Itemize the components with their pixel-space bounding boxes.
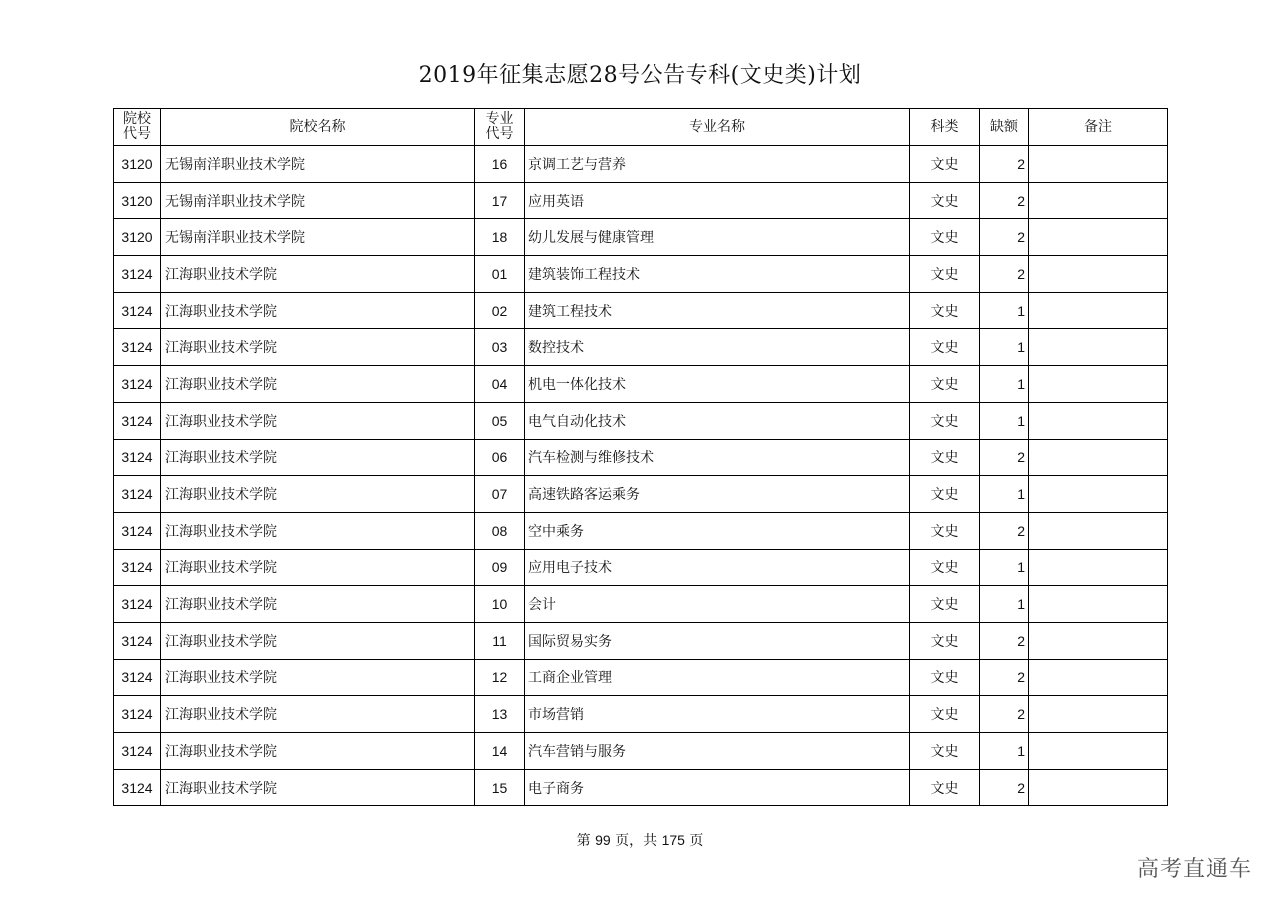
cell-category: 文史 — [910, 329, 980, 366]
cell-school-name: 江海职业技术学院 — [161, 586, 475, 623]
cell-school-code: 3124 — [114, 659, 161, 696]
cell-major-code: 03 — [475, 329, 525, 366]
cell-school-name: 江海职业技术学院 — [161, 476, 475, 513]
cell-category: 文史 — [910, 586, 980, 623]
cell-major-code: 15 — [475, 769, 525, 806]
cell-school-code: 3124 — [114, 366, 161, 403]
cell-quota: 1 — [980, 476, 1029, 513]
header-major-code — [475, 109, 525, 146]
cell-school-name: 江海职业技术学院 — [161, 769, 475, 806]
cell-major-code: 12 — [475, 659, 525, 696]
table-row — [114, 292, 1168, 329]
cell-major-name: 电子商务 — [525, 769, 910, 806]
cell-quota: 1 — [980, 586, 1029, 623]
cell-major-name: 应用英语 — [525, 182, 910, 219]
cell-school-code: 3120 — [114, 146, 161, 183]
header-note: 备注 — [1029, 109, 1168, 146]
cell-note — [1029, 549, 1168, 586]
cell-note — [1029, 733, 1168, 770]
cell-note — [1029, 292, 1168, 329]
table-row — [114, 476, 1168, 513]
cell-school-name: 无锡南洋职业技术学院 — [161, 146, 475, 183]
cell-major-name: 高速铁路客运乘务 — [525, 476, 910, 513]
cell-quota: 2 — [980, 622, 1029, 659]
cell-school-code: 3120 — [114, 182, 161, 219]
cell-major-name: 工商企业管理 — [525, 659, 910, 696]
cell-note — [1029, 696, 1168, 733]
cell-quota: 1 — [980, 366, 1029, 403]
cell-major-name: 建筑工程技术 — [525, 292, 910, 329]
cell-school-code: 3124 — [114, 256, 161, 293]
cell-category: 文史 — [910, 733, 980, 770]
cell-quota: 2 — [980, 219, 1029, 256]
cell-category: 文史 — [910, 439, 980, 476]
cell-school-code: 3124 — [114, 549, 161, 586]
table-row — [114, 219, 1168, 256]
header-quota: 缺额 — [980, 109, 1029, 146]
cell-school-name: 江海职业技术学院 — [161, 366, 475, 403]
cell-quota: 2 — [980, 182, 1029, 219]
cell-note — [1029, 439, 1168, 476]
cell-note — [1029, 182, 1168, 219]
table-row — [114, 366, 1168, 403]
cell-major-code: 07 — [475, 476, 525, 513]
cell-quota: 1 — [980, 402, 1029, 439]
cell-major-name: 京调工艺与营养 — [525, 146, 910, 183]
table-row — [114, 549, 1168, 586]
cell-major-code: 05 — [475, 402, 525, 439]
cell-category: 文史 — [910, 402, 980, 439]
cell-category: 文史 — [910, 256, 980, 293]
cell-school-name: 江海职业技术学院 — [161, 659, 475, 696]
cell-note — [1029, 476, 1168, 513]
table-row — [114, 146, 1168, 183]
cell-school-code: 3124 — [114, 439, 161, 476]
cell-school-code: 3124 — [114, 329, 161, 366]
header-school-code — [114, 109, 161, 146]
header-school-code-label: 院校 代号 — [123, 111, 151, 142]
cell-category: 文史 — [910, 366, 980, 403]
cell-major-name: 幼儿发展与健康管理 — [525, 219, 910, 256]
cell-school-name: 江海职业技术学院 — [161, 329, 475, 366]
cell-school-code: 3124 — [114, 733, 161, 770]
cell-category: 文史 — [910, 549, 980, 586]
table-row — [114, 586, 1168, 623]
cell-category: 文史 — [910, 219, 980, 256]
page-title: 2019年征集志愿28号公告专科(文史类)计划 — [418, 63, 862, 88]
cell-category: 文史 — [910, 512, 980, 549]
footer-suffix: 页 — [689, 833, 704, 849]
table-row — [114, 329, 1168, 366]
cell-major-code: 16 — [475, 146, 525, 183]
cell-school-code: 3124 — [114, 696, 161, 733]
cell-major-code: 18 — [475, 219, 525, 256]
cell-quota: 1 — [980, 292, 1029, 329]
cell-school-code: 3124 — [114, 402, 161, 439]
cell-school-name: 无锡南洋职业技术学院 — [161, 219, 475, 256]
cell-school-name: 江海职业技术学院 — [161, 402, 475, 439]
cell-school-code: 3124 — [114, 476, 161, 513]
cell-school-code: 3124 — [114, 292, 161, 329]
table-row — [114, 439, 1168, 476]
cell-quota: 1 — [980, 329, 1029, 366]
cell-category: 文史 — [910, 696, 980, 733]
header-major-name: 专业名称 — [525, 109, 910, 146]
cell-school-name: 江海职业技术学院 — [161, 439, 475, 476]
cell-school-code: 3124 — [114, 769, 161, 806]
cell-school-name: 江海职业技术学院 — [161, 733, 475, 770]
cell-quota: 1 — [980, 733, 1029, 770]
table-header-row — [114, 109, 1168, 146]
cell-school-name: 江海职业技术学院 — [161, 696, 475, 733]
cell-major-name: 汽车营销与服务 — [525, 733, 910, 770]
cell-major-name: 空中乘务 — [525, 512, 910, 549]
cell-quota: 2 — [980, 659, 1029, 696]
cell-category: 文史 — [910, 622, 980, 659]
cell-note — [1029, 219, 1168, 256]
page-footer — [0, 830, 1280, 850]
cell-major-code: 10 — [475, 586, 525, 623]
table-row — [114, 696, 1168, 733]
cell-quota: 2 — [980, 769, 1029, 806]
header-major-code-label: 专业 代号 — [485, 111, 514, 142]
cell-major-name: 应用电子技术 — [525, 549, 910, 586]
cell-major-code: 14 — [475, 733, 525, 770]
cell-major-code: 02 — [475, 292, 525, 329]
cell-major-name: 会计 — [525, 586, 910, 623]
footer-middle: 页，共 — [615, 833, 658, 849]
cell-school-name: 江海职业技术学院 — [161, 292, 475, 329]
footer-prefix: 第 — [576, 833, 591, 849]
cell-major-code: 09 — [475, 549, 525, 586]
cell-school-code: 3124 — [114, 512, 161, 549]
table-row — [114, 512, 1168, 549]
table-row — [114, 659, 1168, 696]
cell-major-name: 电气自动化技术 — [525, 402, 910, 439]
table-row — [114, 182, 1168, 219]
table-row — [114, 733, 1168, 770]
cell-category: 文史 — [910, 476, 980, 513]
cell-quota: 2 — [980, 512, 1029, 549]
table-row — [114, 622, 1168, 659]
cell-quota: 1 — [980, 549, 1029, 586]
cell-school-code: 3124 — [114, 586, 161, 623]
cell-note — [1029, 659, 1168, 696]
cell-major-code: 17 — [475, 182, 525, 219]
cell-note — [1029, 256, 1168, 293]
plan-table — [113, 108, 1168, 806]
cell-school-code: 3124 — [114, 622, 161, 659]
cell-category: 文史 — [910, 769, 980, 806]
cell-major-name: 机电一体化技术 — [525, 366, 910, 403]
table-body — [114, 146, 1168, 806]
table-row — [114, 769, 1168, 806]
cell-category: 文史 — [910, 292, 980, 329]
cell-quota: 2 — [980, 696, 1029, 733]
cell-major-code: 06 — [475, 439, 525, 476]
cell-category: 文史 — [910, 146, 980, 183]
cell-major-code: 04 — [475, 366, 525, 403]
header-school-name: 院校名称 — [161, 109, 475, 146]
cell-major-name: 建筑装饰工程技术 — [525, 256, 910, 293]
header-category: 科类 — [910, 109, 980, 146]
cell-major-name: 数控技术 — [525, 329, 910, 366]
cell-school-name: 无锡南洋职业技术学院 — [161, 182, 475, 219]
footer-total-pages: 175 — [661, 832, 685, 848]
cell-category: 文史 — [910, 659, 980, 696]
cell-major-code: 11 — [475, 622, 525, 659]
cell-school-code: 3120 — [114, 219, 161, 256]
cell-major-code: 13 — [475, 696, 525, 733]
cell-quota: 2 — [980, 146, 1029, 183]
cell-note — [1029, 586, 1168, 623]
footer-page-number: 99 — [595, 832, 611, 848]
table-row — [114, 402, 1168, 439]
cell-school-name: 江海职业技术学院 — [161, 256, 475, 293]
cell-quota: 2 — [980, 256, 1029, 293]
cell-note — [1029, 366, 1168, 403]
cell-note — [1029, 512, 1168, 549]
cell-note — [1029, 402, 1168, 439]
watermark-logo-text: 高考直通车 — [1136, 857, 1252, 882]
cell-note — [1029, 622, 1168, 659]
cell-school-name: 江海职业技术学院 — [161, 549, 475, 586]
cell-school-name: 江海职业技术学院 — [161, 512, 475, 549]
table-row — [114, 256, 1168, 293]
cell-school-name: 江海职业技术学院 — [161, 622, 475, 659]
cell-category: 文史 — [910, 182, 980, 219]
cell-note — [1029, 769, 1168, 806]
cell-major-code: 08 — [475, 512, 525, 549]
cell-note — [1029, 146, 1168, 183]
cell-note — [1029, 329, 1168, 366]
cell-major-code: 01 — [475, 256, 525, 293]
cell-major-name: 市场营销 — [525, 696, 910, 733]
cell-major-name: 国际贸易实务 — [525, 622, 910, 659]
cell-major-name: 汽车检测与维修技术 — [525, 439, 910, 476]
cell-quota: 2 — [980, 439, 1029, 476]
